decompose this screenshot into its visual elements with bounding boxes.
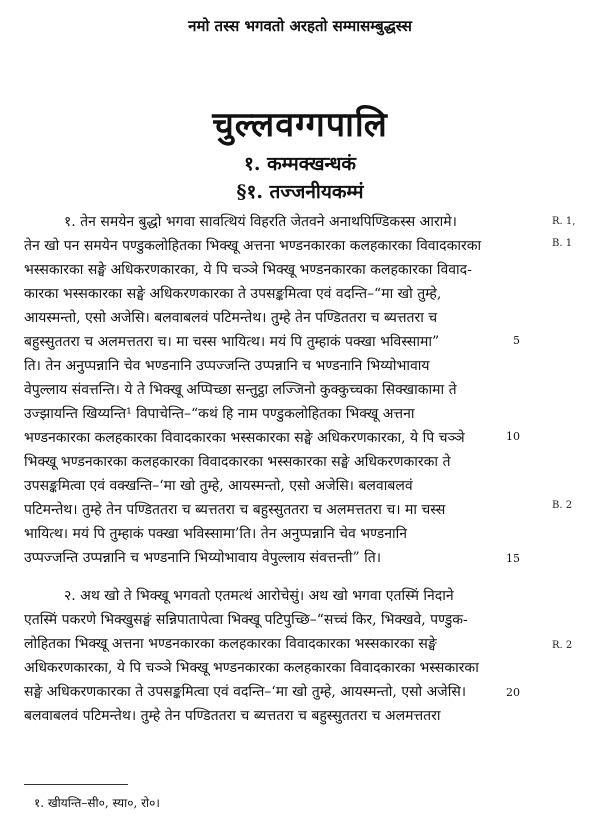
book-title: चुल्लवग्गपालि — [212, 105, 388, 145]
margin-ref: R. 1, — [552, 216, 576, 227]
paragraph-2-line-4: अधिकरणकारका, ये पि चञ्ञे भिक्खू भण्डनकारका कलहकारका विवादकारका भस्सकारका — [24, 660, 479, 676]
paragraph-2-line-6: बलवाबलवं पटिमन्तेथ। तुम्हे तेन पण्डिततरा च ब्यत्ततरा च बहुस्सुततरा च अलमत्ततरा — [24, 708, 441, 724]
paragraph-1-line-6: बहुस्सुततरा च अलमत्ततरा च। मा चस्स भायित्थ। मयं पि तुम्हाकं पक्खा भविस्सामा” — [24, 334, 440, 350]
paragraph-1-line-14: भायित्थ। मयं पि तुम्हाकं पक्खा भविस्सामा’ति। तेन अनुप्पन्नानि चेव भण्डनानि — [24, 526, 408, 542]
paragraph-1-line-15: उप्पज्जन्ति उप्पन्नानि च भण्डनानि भिय्योभावाय वेपुल्लाय संवत्तन्ती” ति। — [24, 550, 382, 566]
paragraph-2-line-5: सङ्घे अधिकरणकारका ते उपसङ्कमित्वा एवं वदन्ति–‘मा खो तुम्हे, आयस्मन्तो, एसो अजेसि। — [24, 684, 467, 700]
paragraph-1-line-5: आयस्मन्तो, एसो अजेसि। बलवाबलवं पटिमन्तेथ। तुम्हे तेन पण्डिततरा च ब्यत्ततरा च — [24, 310, 438, 326]
paragraph-1-line-12: उपसङ्कमित्वा एवं वक्खन्ति–‘मा खो तुम्हे, आयस्मन्तो, एसो अजेसि। बलवाबलवं — [24, 478, 413, 494]
margin-ref: B. 1 — [552, 238, 573, 249]
line-number: 20 — [506, 686, 520, 699]
footnote: १. खीयन्ति–सी०, स्या०, रो०। — [34, 796, 160, 810]
paragraph-1-line-1: १. तेन समयेन बुद्धो भगवा सावत्थियं विहरति जेतवने अनाथपिण्डिकस्स आरामे। — [64, 214, 457, 230]
paragraph-1-line-10: भण्डनकारका कलहकारका विवादकारका भस्सकारका सङ्घे अधिकरणकारका, ये पि चञ्ञे — [24, 430, 465, 446]
paragraph-2-line-3: लोहितका भिक्खू अत्तना भण्डनकारका कलहकारका विवादकारका भस्सकारका सङ्घे — [24, 636, 437, 652]
paragraph-1-line-8: वेपुल्लाय संवत्तन्ति। ये ते भिक्खू अप्पिच्छा सन्तुट्ठा लज्जिनो कुक्कुच्चका सिक्खाकामा ते — [24, 382, 457, 398]
line-number: 15 — [506, 552, 520, 565]
paragraph-2-line-1: २. अथ खो ते भिक्खू भगवतो एतमत्थं आरोचेसुं। अथ खो भगवा एतस्मिं निदाने — [64, 588, 454, 604]
chapter-title: १. कम्मक्खन्धकं — [243, 153, 357, 175]
line-number: 5 — [513, 334, 520, 347]
paragraph-1-line-13: पटिमन्तेथ। तुम्हे तेन पण्डिततरा च ब्यत्ततरा च बहुस्सुततरा च अलमत्ततरा च। मा चस्स — [24, 502, 446, 518]
margin-ref: R. 2 — [552, 640, 573, 651]
paragraph-2-line-2: एतस्मिं पकरणे भिक्खुसङ्घं सन्निपातापेत्वा भिक्खू पटिपुच्छि–“सच्चं किर, भिक्खवे, पण्डुक- — [24, 612, 468, 628]
invocation-header: नमो तस्स भगवतो अरहतो सम्मासम्बुद्धस्स — [188, 17, 412, 35]
section-title: §१. तज्जनीयकम्मं — [236, 181, 364, 203]
paragraph-1-line-9: उज्झायन्ति खिय्यन्ति¹ विपाचेन्ति–“कथं हि नाम पण्डुकलोहितका भिक्खू अत्तना — [24, 406, 415, 422]
paragraph-1-line-2: तेन खो पन समयेन पण्डुकलोहितका भिक्खू अत्तना भण्डनकारका कलहकारका विवादकारका — [24, 238, 482, 254]
margin-ref: B. 2 — [552, 500, 573, 511]
line-number: 10 — [506, 430, 520, 443]
footnote-divider — [24, 784, 128, 785]
paragraph-1-line-11: भिक्खू भण्डनकारका कलहकारका विवादकारका भस्सकारका सङ्घे अधिकरणकारका ते — [24, 454, 451, 470]
paragraph-1-line-4: कारका भस्सकारका सङ्घे अधिकरणकारका ते उपसङ्कमित्वा एवं वदन्ति–“मा खो तुम्हे, — [24, 286, 442, 302]
paragraph-1-line-3: भस्सकारका सङ्घे अधिकरणकारका, ये पि चञ्ञे भिक्खू भण्डनकारका कलहकारका विवाद- — [24, 262, 472, 278]
paragraph-1-line-7: ति। तेन अनुप्पन्नानि चेव भण्डनानि उप्पज्जन्ति उप्पन्नानि च भण्डनानि भिय्योभावाय — [24, 358, 430, 374]
